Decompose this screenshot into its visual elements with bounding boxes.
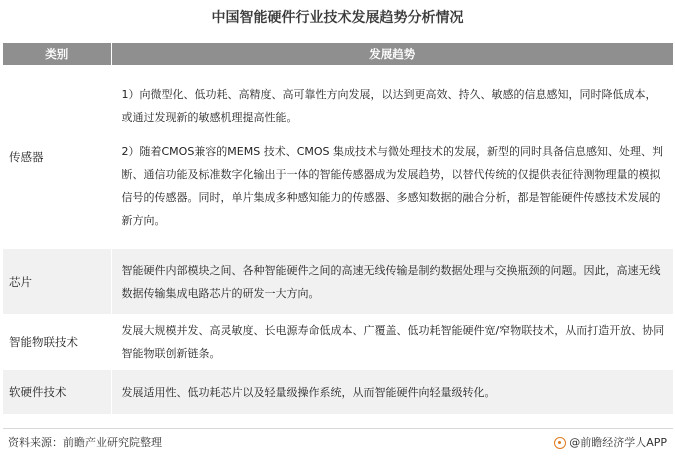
table-row xyxy=(3,249,673,314)
row-category: 智能物联技术 xyxy=(3,314,111,370)
header-category: 类别 xyxy=(3,43,111,65)
brand-credit xyxy=(554,434,667,452)
paragraph: 发展适用性、低功耗芯片以及轻量级操作系统，从而智能硬件向轻量级转化。 xyxy=(121,385,496,399)
row-description xyxy=(111,314,673,370)
table-row xyxy=(3,314,673,370)
paragraph: 智能硬件内部模块之间、各种智能硬件之间的高速无线传输是制约数据处理与交换瓶颈的问题。因此，高速无线数据传输集成电路芯片的研发一大方向。 xyxy=(121,263,661,300)
footer-divider xyxy=(3,428,673,429)
row-category: 软硬件技术 xyxy=(3,370,111,414)
row-description xyxy=(111,249,673,314)
table-header-row xyxy=(3,43,673,65)
row-description xyxy=(111,65,673,249)
paragraph: 发展大规模并发、高灵敏度、长电源寿命低成本、广覆盖、低功耗智能硬件宽/窄物联技术，从而打造开放、协同智能物联创新链条。 xyxy=(121,324,665,360)
trend-table xyxy=(3,43,673,414)
table-row xyxy=(3,370,673,414)
brand-logo-icon xyxy=(554,437,566,449)
brand-credit-text: @前瞻经济学人APP xyxy=(569,436,667,449)
paragraph: 2）随着CMOS兼容的MEMS 技术、CMOS 集成技术与微处理技术的发展，新型的同时具备信息感知、处理、判断、通信功能及标准数字化输出于一体的智能传感器成为发展趋势，以替代传统的仅提供表征待测物理量的模拟信号的传感器。同时，单片集成多种感知能力的传感器、多感知数据的融合分析，都是智能硬件传感技术发展的新方向。 xyxy=(121,144,664,227)
header-trend: 发展趋势 xyxy=(111,43,673,65)
paragraph: 1）向微型化、低功耗、高精度、高可靠性方向发展，以达到更高效、持久、敏感的信息感知，同时降低成本，或通过发现新的敏感机理提高性能。 xyxy=(121,87,657,124)
row-category: 芯片 xyxy=(3,249,111,314)
source-note: 资料来源：前瞻产业研究院整理 xyxy=(8,436,162,449)
page-title: 中国智能硬件行业技术发展趋势分析情况 xyxy=(211,10,464,26)
table-row xyxy=(3,65,673,249)
row-category: 传感器 xyxy=(3,65,111,249)
row-description xyxy=(111,370,673,414)
